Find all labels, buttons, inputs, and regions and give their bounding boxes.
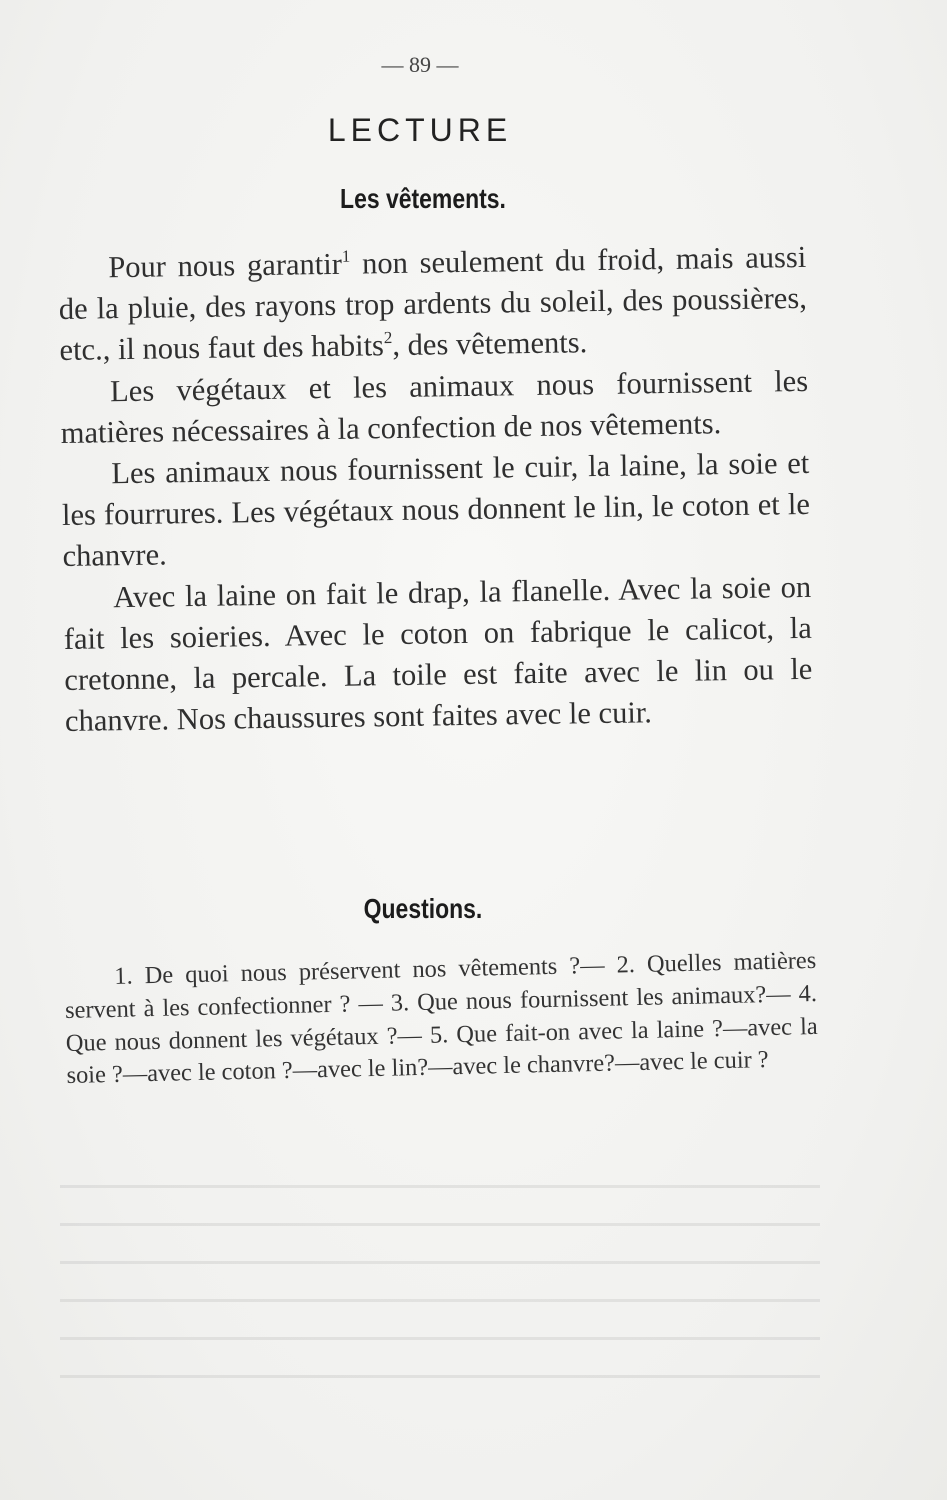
page-number: — 89 — [381,52,459,77]
reading-title: Les vêtements. [340,183,506,214]
show-through-bleed [60,1150,820,1450]
questions-body [64,945,819,1093]
paragraph: Les végétaux et les animaux nous fournissent les matières nécessaires à la confection de nos vêtements. [60,363,809,450]
paragraph [58,237,808,372]
reading-body [58,237,813,742]
paragraph: Avec la laine on fait le drap, la flanelle. Avec la soie on fait les soieries. Avec le coton on fabrique le calicot, la cretonne, la percale. La toile est faite avec le lin ou le chanvre. Nos chaussures sont faites avec le cuir. [63,569,813,739]
footnote-marker: 2 [383,328,393,348]
paragraph-text: Pour nous garantir [108,246,343,285]
paragraph-text: non seulement du froid, mais aussi de la pluie, des rayons trop ardents du soleil, des poussières, etc., il nous faut des habits [58,239,808,368]
paragraph-text: , des vêtements. [392,325,588,363]
section-title: LECTURE [327,112,513,148]
questions-heading: Questions. [363,893,483,924]
questions-paragraph: 1. De quoi nous préservent nos vêtements ?— 2. Quelles matières servent à les confectionner ? — 3. Que nous fournissent les animaux?— 4. Que nous donnent les végétaux ?— 5. Que fait-on avec la laine ?—avec la soie ?—avec le coton ?—avec le lin?—avec le chanvre?—avec le cuir ? [64,946,818,1090]
paragraph: Les animaux nous fournissent le cuir, la laine, la soie et les fourrures. Les végétaux nous donnent le lin, le coton et le chanvre. [61,445,811,574]
footnote-marker: 1 [341,246,351,266]
